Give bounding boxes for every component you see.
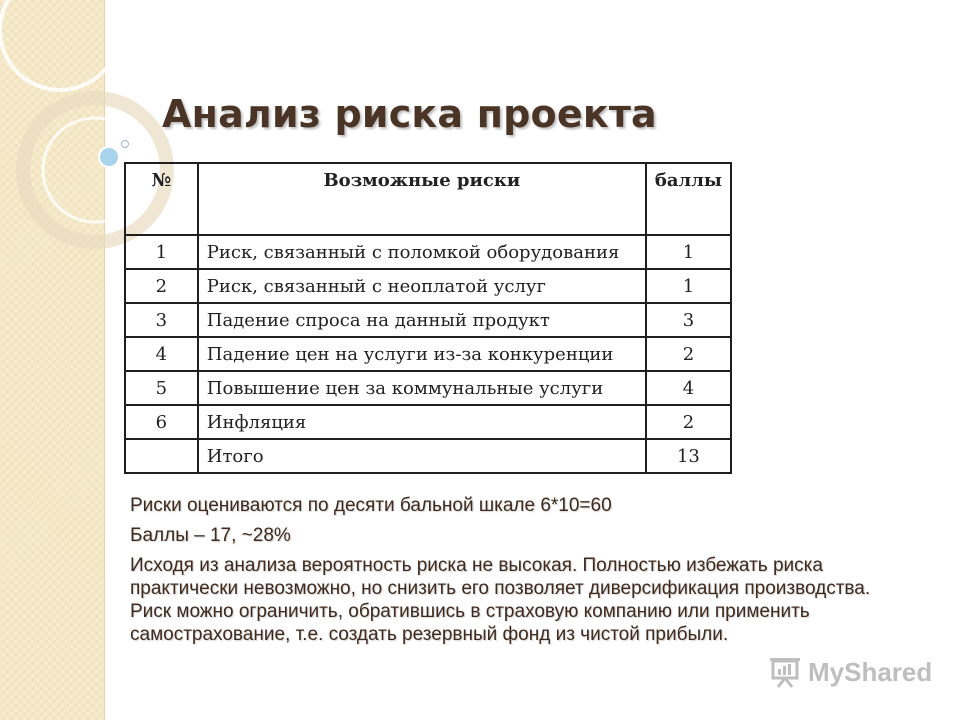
conclusion-note: Исходя из анализа вероятность риска не высокая. Полностью избежать риска практически невозможно, но снизить его позволяет диверсификация производства. Риск можно ограничить, обратившись в страховую компанию или применить самострахование, т.е. создать резервный фонд из чистой прибыли. xyxy=(130,555,871,645)
myshared-watermark xyxy=(768,655,932,689)
row-number: 4 xyxy=(125,337,198,371)
watermark-text: MyShared xyxy=(808,656,933,687)
total-points: 13 xyxy=(646,439,731,473)
row-number: 2 xyxy=(125,269,198,303)
row-risk: Падение спроса на данный продукт xyxy=(198,303,646,337)
notes-block xyxy=(130,494,900,653)
header-risks: Возможные риски xyxy=(198,163,646,235)
row-points: 1 xyxy=(646,269,731,303)
row-number: 5 xyxy=(125,371,198,405)
total-label: Итого xyxy=(198,439,646,473)
presentation-screen-icon xyxy=(768,655,802,689)
row-risk: Повышение цен за коммунальные услуги xyxy=(198,371,646,405)
row-points: 1 xyxy=(646,235,731,269)
row-number: 1 xyxy=(125,235,198,269)
table-row xyxy=(125,405,731,439)
row-points: 2 xyxy=(646,337,731,371)
row-risk: Инфляция xyxy=(198,405,646,439)
total-number xyxy=(125,439,198,473)
table-header-row xyxy=(125,163,731,235)
risk-table xyxy=(124,162,732,474)
header-number: № xyxy=(125,163,198,235)
slide-title: Анализ риска проекта xyxy=(162,92,657,136)
table-row xyxy=(125,337,731,371)
table-row xyxy=(125,371,731,405)
row-points: 2 xyxy=(646,405,731,439)
table-row xyxy=(125,269,731,303)
row-risk: Риск, связанный с поломкой оборудования xyxy=(198,235,646,269)
header-points: баллы xyxy=(646,163,731,235)
row-risk: Риск, связанный с неоплатой услуг xyxy=(198,269,646,303)
table-row xyxy=(125,235,731,269)
scale-note: Риски оцениваются по десяти бальной шкале 6*10=60 xyxy=(130,495,612,516)
row-risk: Падение цен на услуги из-за конкуренции xyxy=(198,337,646,371)
small-dot xyxy=(122,141,129,148)
large-decor-ring xyxy=(0,0,120,90)
table-row xyxy=(125,303,731,337)
row-points: 4 xyxy=(646,371,731,405)
score-note: Баллы – 17, ~28% xyxy=(130,525,291,546)
row-number: 6 xyxy=(125,405,198,439)
table-total-row xyxy=(125,439,731,473)
blue-dot xyxy=(99,147,119,167)
row-number: 3 xyxy=(125,303,198,337)
row-points: 3 xyxy=(646,303,731,337)
